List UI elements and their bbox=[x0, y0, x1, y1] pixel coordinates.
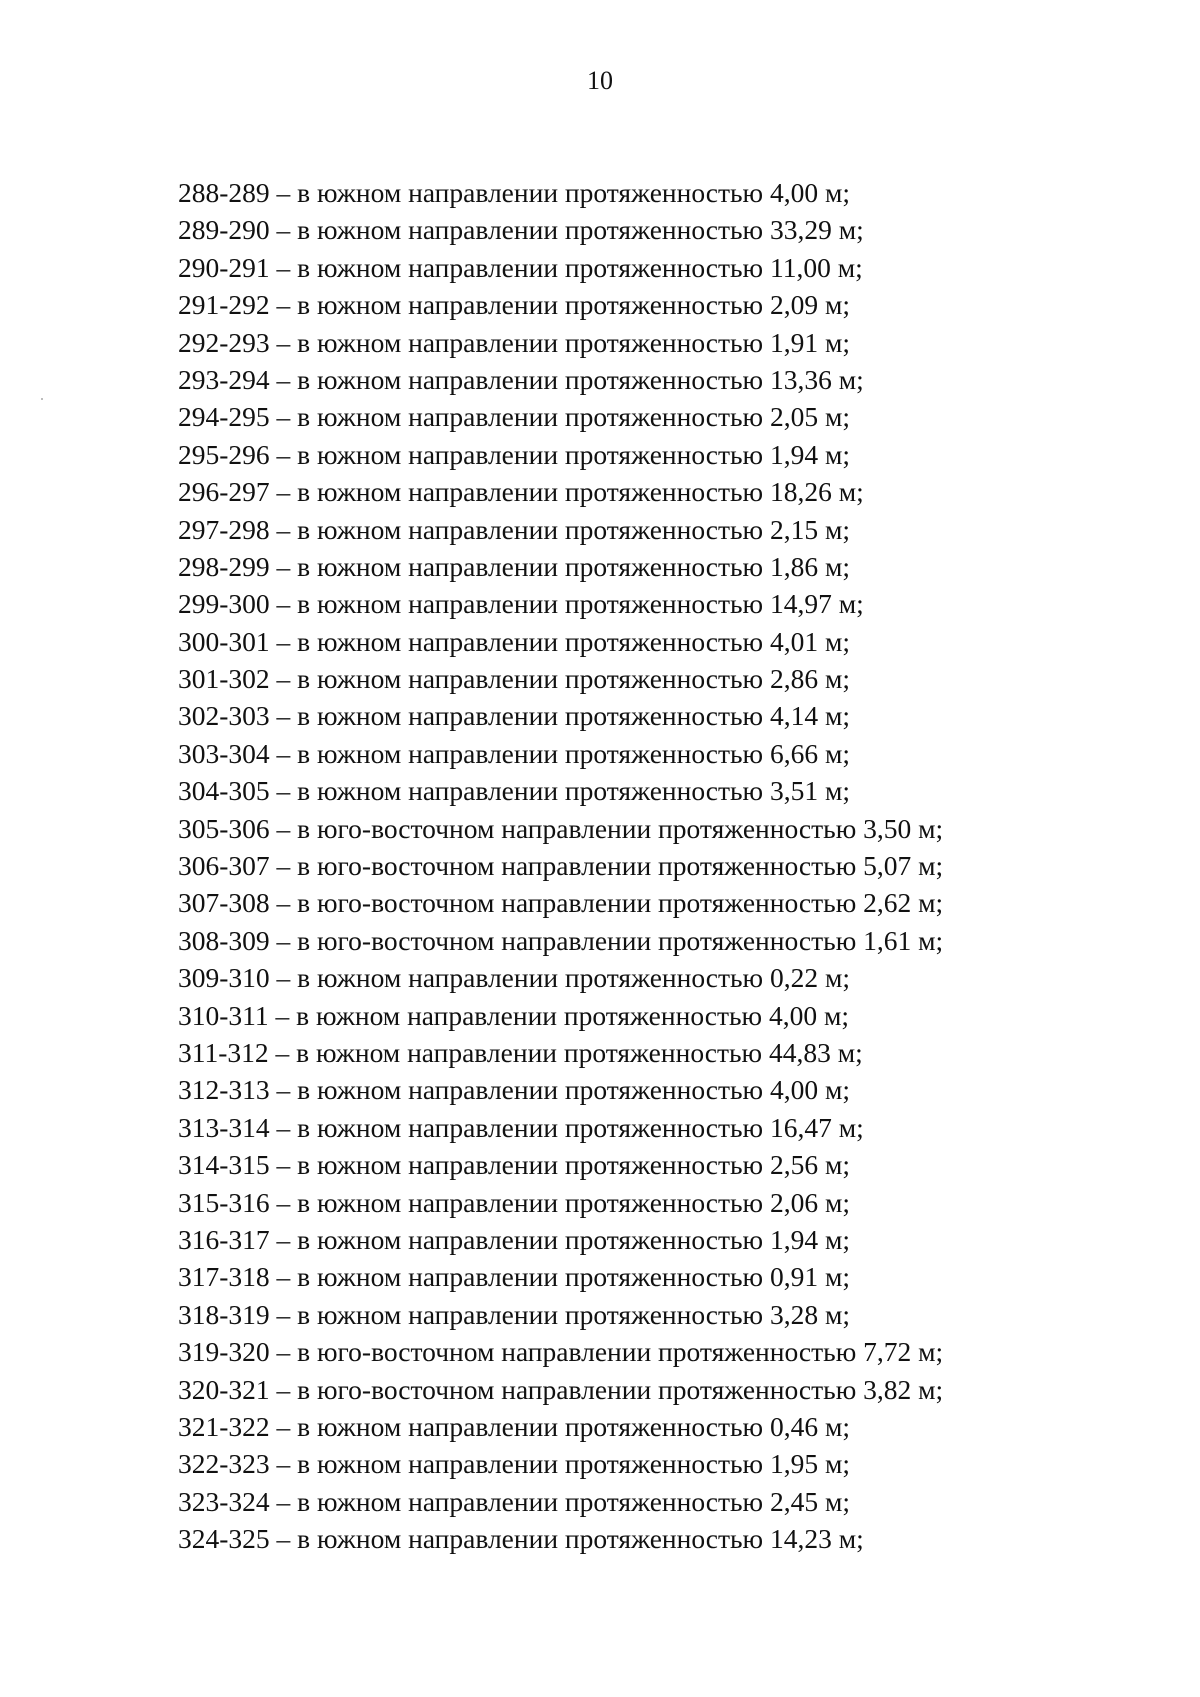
segment-line: 313-314 – в южном направлении протяженностью 16,47 м; bbox=[178, 1111, 864, 1143]
segment-line: 303-304 – в южном направлении протяженностью 6,66 м; bbox=[178, 737, 851, 769]
segment-line: 314-315 – в южном направлении протяженностью 2,56 м; bbox=[178, 1149, 851, 1181]
segment-line: 311-312 – в южном направлении протяженностью 44,83 м; bbox=[178, 1036, 863, 1068]
segment-line: 306-307 – в юго-восточном направлении протяженностью 5,07 м; bbox=[178, 850, 944, 882]
segment-line: 317-318 – в южном направлении протяженностью 0,91 м; bbox=[178, 1261, 851, 1293]
segment-line: 324-325 – в южном направлении протяженностью 14,23 м; bbox=[178, 1523, 864, 1555]
segment-line: 312-313 – в южном направлении протяженностью 4,00 м; bbox=[178, 1074, 851, 1106]
segment-line: 302-303 – в южном направлении протяженностью 4,14 м; bbox=[178, 700, 851, 732]
segment-line: 300-301 – в южном направлении протяженностью 4,01 м; bbox=[178, 625, 851, 657]
segment-line: 310-311 – в южном направлении протяженностью 4,00 м; bbox=[178, 999, 849, 1031]
page-number: 10 bbox=[587, 66, 613, 95]
segment-line: 288-289 – в южном направлении протяженностью 4,00 м; bbox=[178, 177, 851, 208]
segment-line: 290-291 – в южном направлении протяженностью 11,00 м; bbox=[178, 251, 863, 283]
scan-speck bbox=[41, 398, 43, 400]
segment-line: 298-299 – в южном направлении протяженностью 1,86 м; bbox=[178, 550, 851, 582]
segment-line: 315-316 – в южном направлении протяженностью 2,06 м; bbox=[178, 1186, 851, 1218]
segment-line: 309-310 – в южном направлении протяженностью 0,22 м; bbox=[178, 962, 851, 994]
segment-line: 304-305 – в южном направлении протяженностью 3,51 м; bbox=[178, 775, 851, 807]
segment-line: 293-294 – в южном направлении протяженностью 13,36 м; bbox=[178, 363, 864, 395]
segment-line: 319-320 – в юго-восточном направлении протяженностью 7,72 м; bbox=[178, 1336, 944, 1368]
segment-line: 323-324 – в южном направлении протяженностью 2,45 м; bbox=[178, 1485, 851, 1517]
segment-line: 297-298 – в южном направлении протяженностью 2,15 м; bbox=[178, 513, 851, 545]
segment-line: 292-293 – в южном направлении протяженностью 1,91 м; bbox=[178, 326, 851, 358]
segment-line: 296-297 – в южном направлении протяженностью 18,26 м; bbox=[178, 476, 864, 508]
segment-line: 294-295 – в южном направлении протяженностью 2,05 м; bbox=[178, 401, 851, 433]
segment-line: 289-290 – в южном направлении протяженностью 33,29 м; bbox=[178, 214, 864, 246]
segment-line: 321-322 – в южном направлении протяженностью 0,46 м; bbox=[178, 1410, 851, 1442]
segment-line: 308-309 – в юго-восточном направлении протяженностью 1,61 м; bbox=[178, 924, 944, 956]
segment-line: 299-300 – в южном направлении протяженностью 14,97 м; bbox=[178, 588, 864, 620]
segment-line: 307-308 – в юго-восточном направлении протяженностью 2,62 м; bbox=[178, 887, 944, 919]
segment-line: 320-321 – в юго-восточном направлении протяженностью 3,82 м; bbox=[178, 1373, 944, 1405]
segment-line: 305-306 – в юго-восточном направлении протяженностью 3,50 м; bbox=[178, 812, 944, 844]
boundary-segment-list bbox=[178, 174, 943, 1557]
segment-line: 318-319 – в южном направлении протяженностью 3,28 м; bbox=[178, 1298, 851, 1330]
segment-line: 291-292 – в южном направлении протяженностью 2,09 м; bbox=[178, 289, 851, 321]
segment-line: 316-317 – в южном направлении протяженностью 1,94 м; bbox=[178, 1223, 851, 1255]
segment-line: 295-296 – в южном направлении протяженностью 1,94 м; bbox=[178, 438, 851, 470]
segment-line: 301-302 – в южном направлении протяженностью 2,86 м; bbox=[178, 663, 851, 695]
segment-line: 322-323 – в южном направлении протяженностью 1,95 м; bbox=[178, 1448, 851, 1480]
